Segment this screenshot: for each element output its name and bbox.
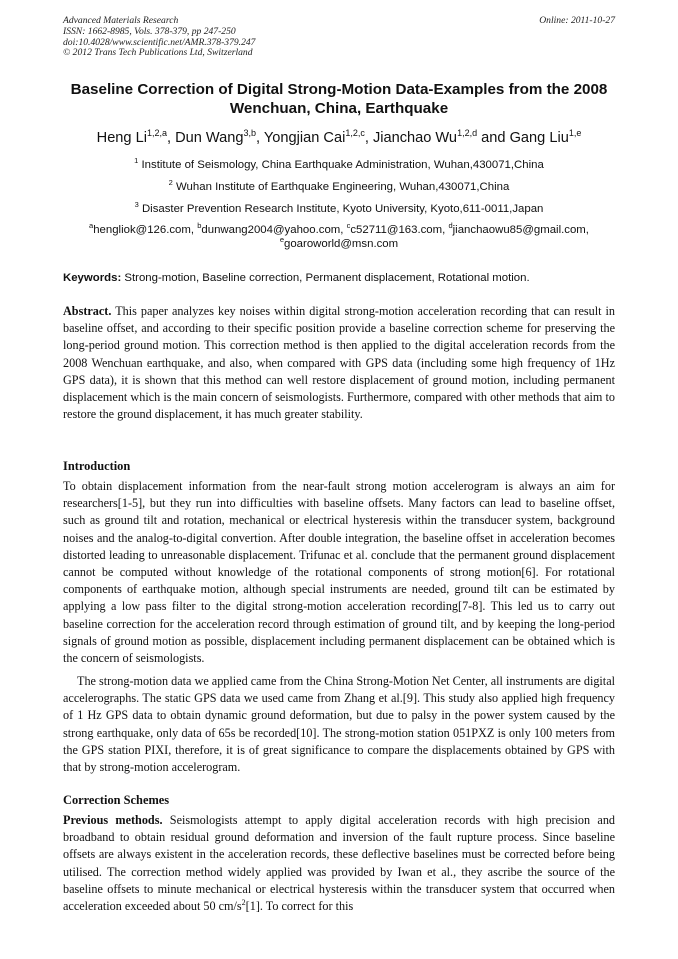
copyright-line: © 2012 Trans Tech Publications Ltd, Switzerland xyxy=(63,47,253,59)
previous-methods-text: Seismologists attempt to apply digital acceleration records with high precision and broadband to obtain residual ground deformation and inversion of the fault rupture process. Since baseline offsets are always existent in the acceleration records, these deflective baselines must be corrected before being utilised. The correction method widely applied was provided by Iwan et al., they ascribe the source of the baseline offsets to minute mechanical or electrical hysteresis within the transducer system that occurred when acceleration exceeded about 50 cm/s xyxy=(63,813,616,914)
email-sup: e xyxy=(279,235,285,245)
author-name: Gang Liu xyxy=(509,130,569,146)
doi-line: doi:10.4028/www.scientific.net/AMR.378-379.247 xyxy=(63,36,256,48)
affiliation-3 xyxy=(40,202,638,216)
author-name: Dun Wang xyxy=(175,130,244,146)
previous-methods-text-end: [1]. To correct for this xyxy=(245,899,354,914)
affiliation-text: Disaster Prevention Research Institute, Kyoto University, Kyoto,611-0011,Japan xyxy=(141,203,544,215)
abstract xyxy=(63,303,615,423)
introduction-paragraph-2: The strong-motion data we applied came from the China Strong-Motion Net Center, all instruments are digital accelerographs. The static GPS data we used came from Zhang et al.[9]. This study also applied high frequency of 1 Hz GPS data to obtain dynamic ground deformation, but due to palsy in the power system caused by the strong earthquake, only data of 65s be recorded[10]. The strong-motion station 051PXZ is only 100 meters from the GPS station PIXI, therefore, it is of great significance to compare the displacements obtained by GPS with that by strong-motion accelerogram. xyxy=(63,674,615,775)
section-heading-introduction: Introduction xyxy=(63,459,131,473)
email-link[interactable]: dunwang2004@yahoo.com, xyxy=(201,224,344,236)
previous-methods-paragraph xyxy=(63,812,615,915)
email-sup: d xyxy=(448,221,453,231)
author-affil-sup: 1,2,c xyxy=(345,128,365,139)
affiliation-text: Wuhan Institute of Earthquake Engineering, Wuhan,430071,China xyxy=(176,181,510,193)
author-affil-sup: 3,b xyxy=(243,128,257,139)
email-link[interactable]: c52711@163.com, xyxy=(350,224,446,236)
affiliation-2 xyxy=(40,180,638,194)
author-and: and xyxy=(481,130,506,146)
journal-header xyxy=(63,16,255,59)
keywords-label: Keywords: xyxy=(63,272,122,284)
email-sup: c xyxy=(346,221,351,231)
affiliation-number: 2 xyxy=(168,178,173,188)
author-name: Heng Li xyxy=(96,130,147,146)
affiliation-1 xyxy=(40,158,638,172)
keywords xyxy=(63,271,615,285)
section-heading-correction-schemes: Correction Schemes xyxy=(63,793,170,807)
unit-exponent: 2 xyxy=(241,897,246,907)
online-date: Online: 2011-10-27 xyxy=(539,15,615,26)
author-name: Jianchao Wu xyxy=(372,130,458,146)
affiliation-number: 3 xyxy=(134,200,139,210)
email-link[interactable]: hengliok@126.com, xyxy=(93,224,195,236)
email-link[interactable]: goaroworld@msn.com xyxy=(284,238,399,250)
author-affil-sup: 1,e xyxy=(568,128,582,139)
author-name: Yongjian Cai xyxy=(263,130,346,146)
abstract-label: Abstract. xyxy=(63,304,112,318)
author-affil-sup: 1,2,d xyxy=(457,128,478,139)
author-list: Heng Li$^{1,2,a}$, Dun Wang$^{3,b}$, Yongjian Cai$^{1,2,c}$, Jianchao Wu$^{1,2,d}$ and Gang Liu$^{1,e}$ xyxy=(96,128,582,146)
abstract-text: This paper analyzes key noises within digital strong-motion acceleration recording that can result in baseline offset, and according to their specific position provide a baseline correction scheme for preserving the long-period ground motion. This correction method is then applied to the digital acceleration records from the 2008 Wenchuan earthquake, and also, when compared with GPS data (including some high frequency of 1Hz GPS data), it is shown that this method can well restore displacement of ground motion, including permanent displacement which is the main concern of seismologists. Furthermore, compared with other methods that aim to restore the ground displacement, it has much greater stability. xyxy=(63,304,615,422)
affiliation-text: Institute of Seismology, China Earthquake Administration, Wuhan,430071,China xyxy=(141,159,544,171)
journal-name: Advanced Materials Research xyxy=(63,15,179,26)
author-affil-sup: 1,2,a xyxy=(146,128,167,139)
email-link[interactable]: jianchaowu85@gmail.com, xyxy=(452,224,589,236)
email-sup: a xyxy=(89,221,94,231)
introduction-paragraph-1: To obtain displacement information from the near-fault strong motion accelerogram is always an aim for researchers[1-5], but they run into difficulties with baseline offsets. Many factors can lead to baseline offset, such as ground tilt and rotation, mechanical or electrical hysteresis within the transducer system, background noises and the analog-to-digital convertion. After double integration, the baseline offset in acceleration becomes distorted leading to unreasonable displacement. Trifunac et al. conclude that the permanent ground displacement cannot be computed without knowledge of the rotational components of strong motion[6]. For rotational components of earthquake motion, although special instruments are needed, ground tilt can be estimated by applying a low pass filter to the digital strong-motion acceleration recording[7-8]. This led us to carry out baseline correction for the acceleration record through estimation of ground tilt, and by keeping the long-period signals of ground motion as possible, displacement including permanent displacement can be obtained which is the concern of seismologists. xyxy=(63,479,615,666)
email-sup: b xyxy=(197,221,202,231)
affiliation-number: 1 xyxy=(134,156,139,166)
previous-methods-label: Previous methods. xyxy=(63,813,163,827)
keywords-text: Strong-motion, Baseline correction, Permanent displacement, Rotational motion. xyxy=(124,272,530,284)
email-list xyxy=(40,223,638,251)
paper-title: Baseline Correction of Digital Strong-Motion Data-Examples from the 2008 Wenchuan, China, Earthquake xyxy=(70,81,608,117)
issn-line: ISSN: 1662-8985, Vols. 378-379, pp 247-250 xyxy=(63,25,236,37)
